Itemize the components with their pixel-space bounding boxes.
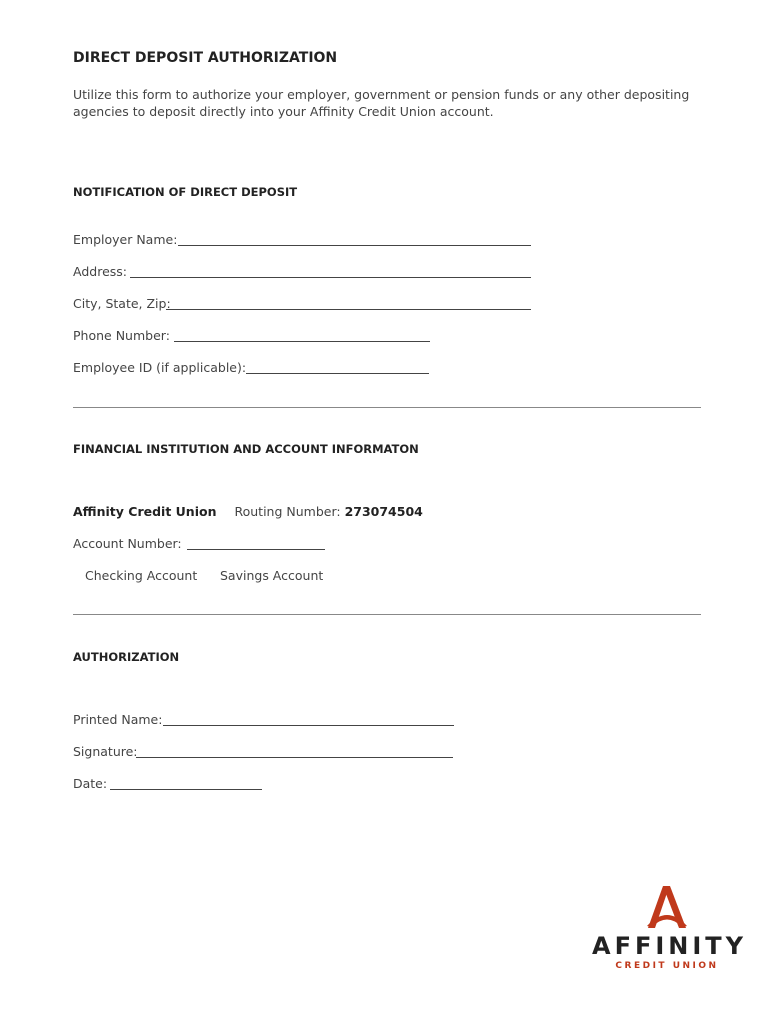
savings-account-option[interactable]: Savings Account [220, 568, 324, 583]
authorization-heading: AUTHORIZATION [73, 650, 180, 664]
phone-field[interactable] [174, 341, 430, 342]
page-title: DIRECT DEPOSIT AUTHORIZATION [73, 50, 338, 66]
intro-text: Utilize this form to authorize your employer, government or pension funds or any other depositing agencies to deposit directly into your Affinity Credit Union account. [73, 87, 690, 119]
financial-heading: FINANCIAL INSTITUTION AND ACCOUNT INFORMATON [73, 442, 419, 456]
printed-name-label: Printed Name: [73, 712, 163, 727]
routing-label: Routing Number: [234, 504, 341, 519]
employee-id-label: Employee ID (if applicable): [73, 360, 247, 375]
logo-wordmark: AFFINITY [592, 932, 748, 960]
divider [73, 614, 701, 615]
account-number-label: Account Number: [73, 536, 182, 551]
routing-row [73, 504, 423, 519]
divider [73, 407, 701, 408]
address-label: Address: [73, 264, 127, 279]
routing-number: 273074504 [344, 504, 423, 519]
city-state-zip-field[interactable] [166, 309, 531, 310]
printed-name-field[interactable] [163, 725, 454, 726]
date-field[interactable] [110, 789, 262, 790]
notification-heading: NOTIFICATION OF DIRECT DEPOSIT [73, 185, 298, 199]
employee-id-field[interactable] [246, 373, 429, 374]
affinity-a-icon [642, 884, 692, 930]
address-field[interactable] [130, 277, 531, 278]
account-number-field[interactable] [187, 549, 325, 550]
employer-name-label: Employer Name: [73, 232, 178, 247]
employer-name-field[interactable] [178, 245, 531, 246]
city-state-zip-label: City, State, Zip: [73, 296, 171, 311]
affinity-logo [592, 884, 748, 971]
institution-name: Affinity Credit Union [73, 504, 217, 519]
signature-label: Signature: [73, 744, 138, 759]
date-label: Date: [73, 776, 108, 791]
checking-account-option[interactable]: Checking Account [85, 568, 198, 583]
phone-label: Phone Number: [73, 328, 170, 343]
logo-subtitle: CREDIT UNION [615, 961, 719, 971]
signature-field[interactable] [136, 757, 453, 758]
